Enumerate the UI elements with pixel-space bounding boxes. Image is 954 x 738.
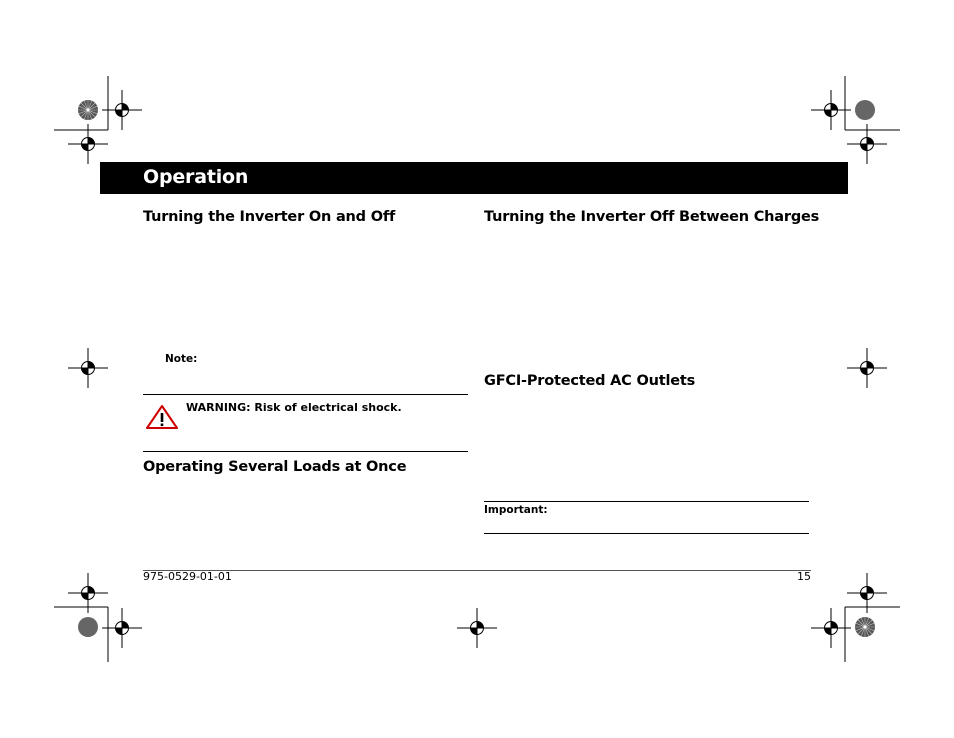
important-bottom-rule <box>484 533 809 534</box>
footer-rule <box>143 570 811 571</box>
warning-top-rule <box>143 394 468 395</box>
starburst-target-icon <box>855 100 875 120</box>
heading-turning-on-off: Turning the Inverter On and Off <box>143 209 396 225</box>
warning-triangle-icon <box>145 404 179 430</box>
registration-mark-icon <box>68 348 108 388</box>
starburst-target-icon <box>78 617 98 637</box>
starburst-target-icon <box>855 617 875 637</box>
starburst-target-icon <box>78 100 98 120</box>
registration-mark-icon <box>847 348 887 388</box>
chapter-title-bar <box>100 162 848 194</box>
page-number: 15 <box>797 570 811 583</box>
heading-gfci-outlets: GFCI-Protected AC Outlets <box>484 373 696 389</box>
important-top-rule <box>484 501 809 502</box>
document-number: 975-0529-01-01 <box>143 570 232 583</box>
registration-mark-icon <box>457 608 497 648</box>
chapter-title: Operation <box>143 166 249 188</box>
warning-bottom-rule <box>143 451 468 452</box>
important-label: Important: <box>484 504 548 516</box>
note-label: Note: <box>165 353 198 365</box>
heading-several-loads: Operating Several Loads at Once <box>143 459 407 475</box>
heading-between-charges: Turning the Inverter Off Between Charges <box>484 209 820 225</box>
warning-label: WARNING: Risk of electrical shock. <box>186 401 402 414</box>
